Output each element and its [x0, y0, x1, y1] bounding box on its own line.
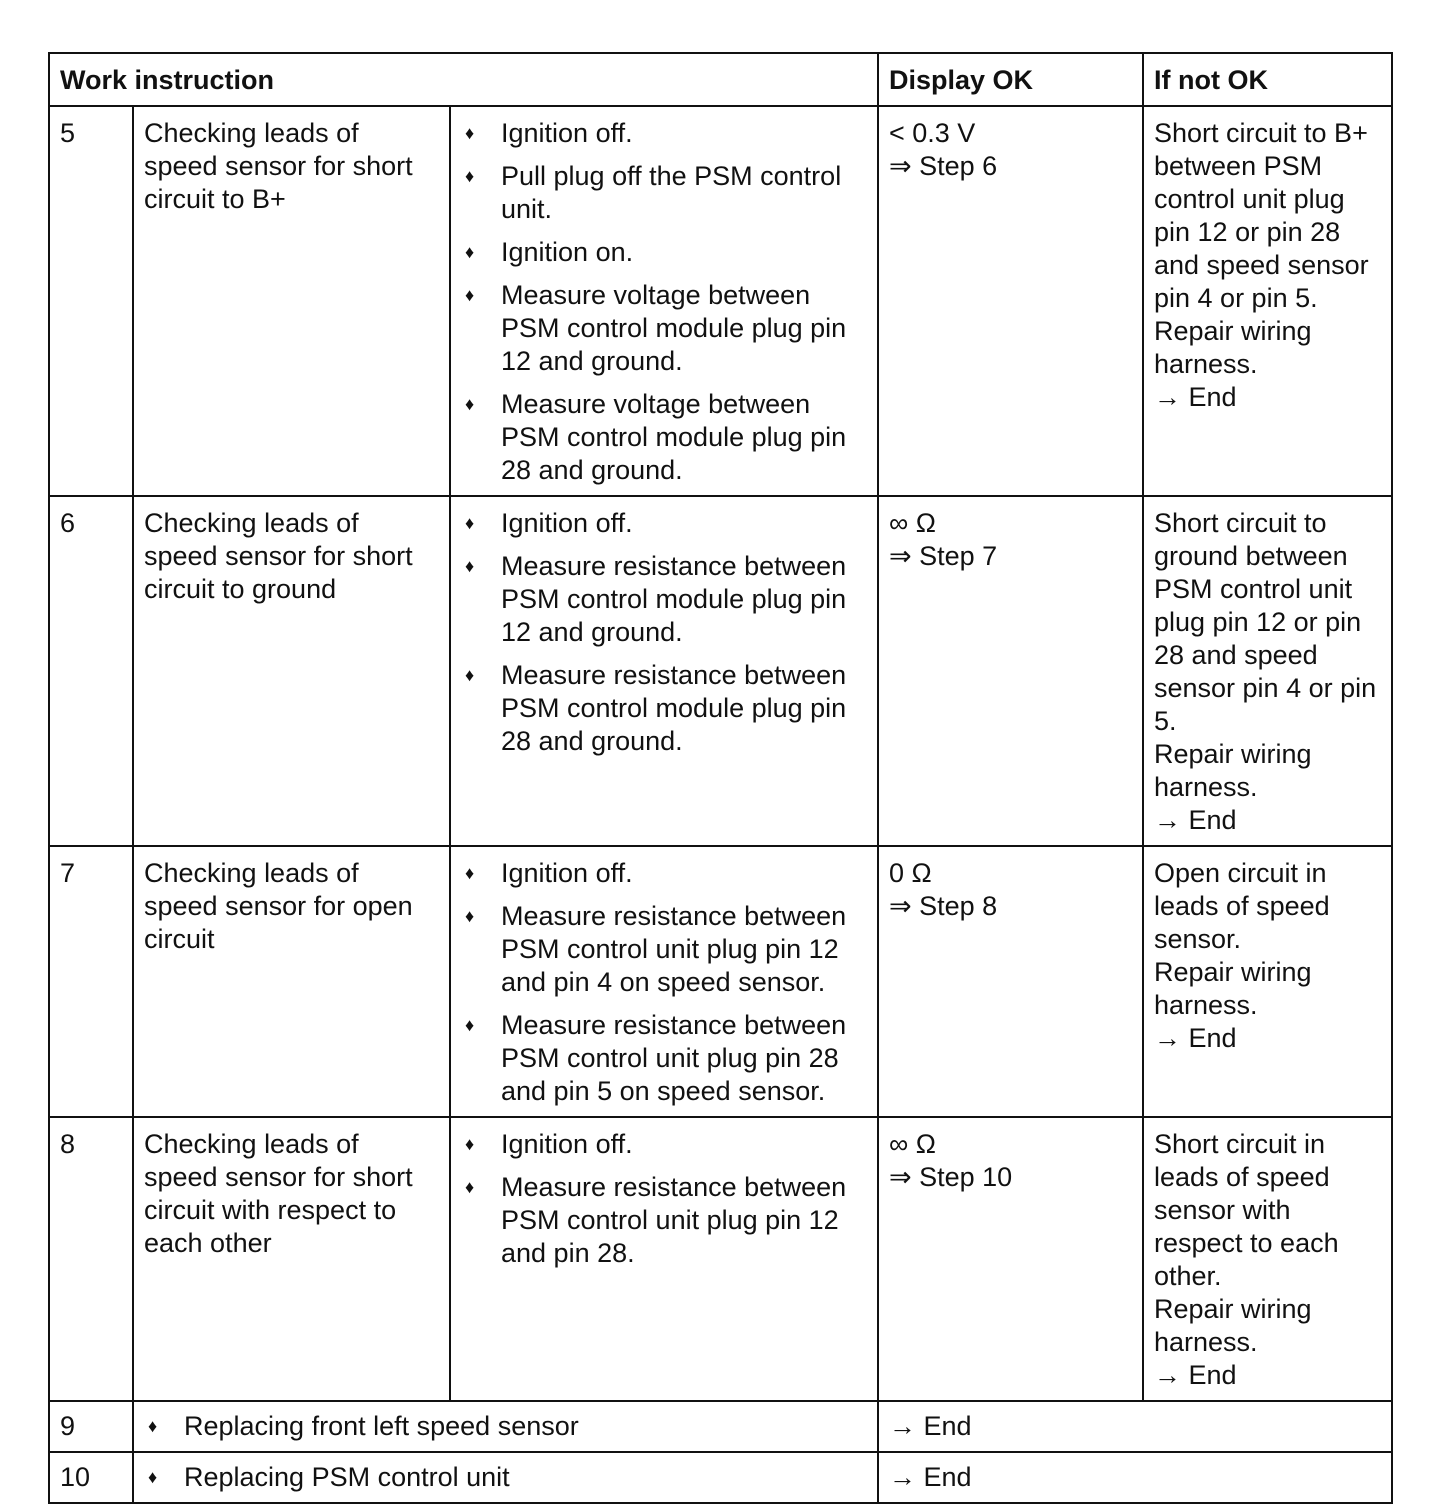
- step-number: 5: [49, 106, 133, 496]
- display-ok-value: 0 Ω: [889, 858, 932, 888]
- fault-description: Open circuit in leads of speed sensor.: [1154, 858, 1330, 954]
- header-work-instruction: Work instruction: [49, 53, 878, 106]
- header-display-ok: Display OK: [878, 53, 1143, 106]
- step-actions: [450, 496, 878, 846]
- action-item: ♦ Ignition off.: [461, 117, 867, 150]
- fault-remedy: Repair wiring harness.: [1154, 739, 1312, 802]
- fault-description: Short circuit to ground between PSM control unit plug pin 12 or pin 28 and speed sensor pin 4 or pin 5.: [1154, 508, 1377, 736]
- if-not-ok-cell: [1143, 1117, 1392, 1401]
- step-actions: [450, 846, 878, 1117]
- header-if-not-ok: If not OK: [1143, 53, 1392, 106]
- step-number: 6: [49, 496, 133, 846]
- display-ok-cell: [878, 496, 1143, 846]
- display-ok-value: ∞ Ω: [889, 1129, 936, 1159]
- step-actions: [450, 106, 878, 496]
- step-title: Checking leads of speed sensor for short circuit to ground: [133, 496, 450, 846]
- display-ok-cell: [878, 106, 1143, 496]
- display-ok-cell: [878, 846, 1143, 1117]
- action-item: ♦ Measure resistance between PSM control unit plug pin 12 and pin 4 on speed sensor.: [461, 900, 867, 999]
- action-item: ♦ Measure voltage between PSM control module plug pin 28 and ground.: [461, 388, 867, 487]
- work-instruction-table: [48, 52, 1393, 1504]
- display-ok-value: ∞ Ω: [889, 508, 936, 538]
- action-item: ♦ Measure resistance between PSM control unit plug pin 28 and pin 5 on speed sensor.: [461, 1009, 867, 1108]
- table-row: [49, 496, 1392, 846]
- step-title: Checking leads of speed sensor for open circuit: [133, 846, 450, 1117]
- fault-next: → End: [1154, 382, 1237, 412]
- action-item: ♦ Measure resistance between PSM control module plug pin 12 and ground.: [461, 550, 867, 649]
- display-ok-next: ⇒ Step 7: [889, 541, 998, 571]
- table-row: [49, 106, 1392, 496]
- if-not-ok-cell: [1143, 846, 1392, 1117]
- action-item: ♦ Measure resistance between PSM control module plug pin 28 and ground.: [461, 659, 867, 758]
- step-action-cell: [133, 1401, 878, 1452]
- step-number: 9: [49, 1401, 133, 1452]
- step-title: Checking leads of speed sensor for short circuit with respect to each other: [133, 1117, 450, 1401]
- display-ok-cell: [878, 1117, 1143, 1401]
- display-ok-next: ⇒ Step 8: [889, 891, 998, 921]
- table-row: [49, 1401, 1392, 1452]
- if-not-ok-cell: [1143, 496, 1392, 846]
- action-item: ♦ Measure voltage between PSM control module plug pin 12 and ground.: [461, 279, 867, 378]
- fault-next: → End: [1154, 1360, 1237, 1390]
- table-row: [49, 1452, 1392, 1503]
- table-row: [49, 846, 1392, 1117]
- display-ok-value: < 0.3 V: [889, 118, 976, 148]
- action-item: ♦ Ignition off.: [461, 857, 867, 890]
- fault-next: → End: [1154, 805, 1237, 835]
- fault-description: Short circuit to B+ between PSM control unit plug pin 12 or pin 28 and speed sensor pin 4 or pin 5.: [1154, 118, 1369, 313]
- step-number: 7: [49, 846, 133, 1117]
- action-item: ♦ Ignition off.: [461, 507, 867, 540]
- table-row: [49, 1117, 1392, 1401]
- step-title: Checking leads of speed sensor for short circuit to B+: [133, 106, 450, 496]
- display-ok-next: ⇒ Step 10: [889, 1162, 1013, 1192]
- step-result: → End: [878, 1452, 1392, 1503]
- action-item: ♦ Measure resistance between PSM control unit plug pin 12 and pin 28.: [461, 1171, 867, 1270]
- action-item: ♦ Ignition off.: [461, 1128, 867, 1161]
- action-item: ♦ Ignition on.: [461, 236, 867, 269]
- step-actions: [450, 1117, 878, 1401]
- action-item: ♦ Pull plug off the PSM control unit.: [461, 160, 867, 226]
- fault-next: → End: [1154, 1023, 1237, 1053]
- fault-remedy: Repair wiring harness.: [1154, 316, 1312, 379]
- display-ok-next: ⇒ Step 6: [889, 151, 998, 181]
- fault-description: Short circuit in leads of speed sensor with respect to each other.: [1154, 1129, 1339, 1291]
- step-result: → End: [878, 1401, 1392, 1452]
- fault-remedy: Repair wiring harness.: [1154, 1294, 1312, 1357]
- step-number: 8: [49, 1117, 133, 1401]
- table-header-row: [49, 53, 1392, 106]
- step-action-cell: [133, 1452, 878, 1503]
- step-number: 10: [49, 1452, 133, 1503]
- action-item: ♦ Replacing front left speed sensor: [144, 1410, 867, 1443]
- if-not-ok-cell: [1143, 106, 1392, 496]
- fault-remedy: Repair wiring harness.: [1154, 957, 1312, 1020]
- action-item: ♦ Replacing PSM control unit: [144, 1461, 867, 1494]
